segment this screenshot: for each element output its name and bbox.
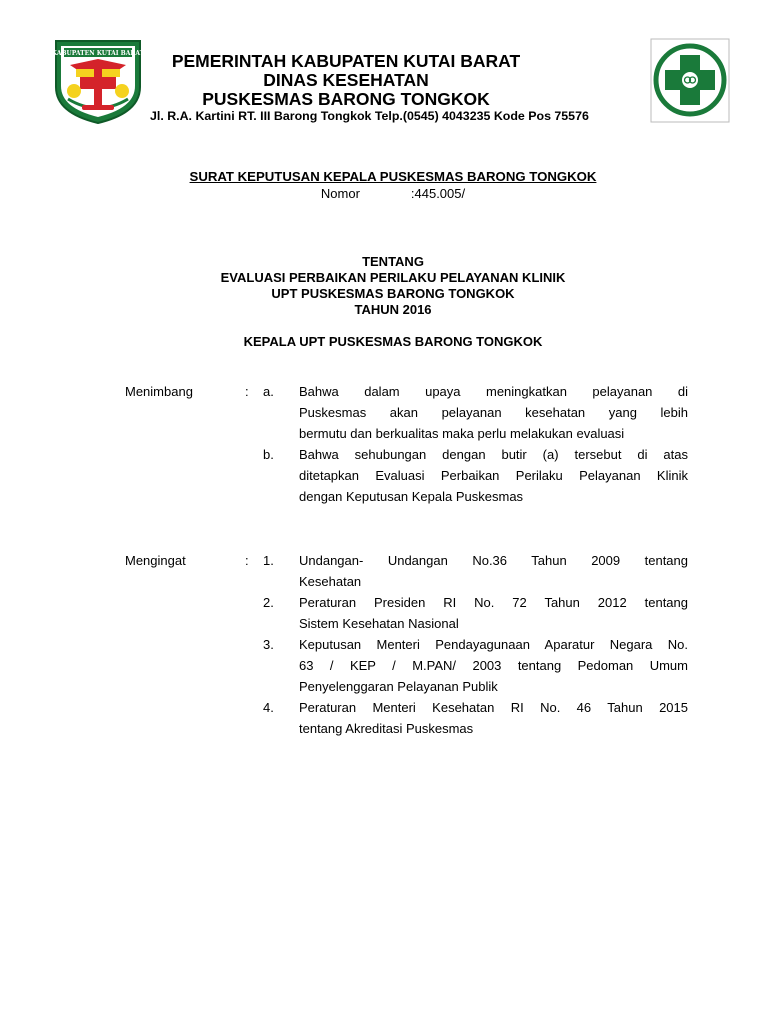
menimbang-colon: : <box>245 384 249 399</box>
mengingat-item-1 <box>299 550 688 592</box>
letterhead <box>130 52 660 109</box>
letterhead-address: Jl. R.A. Kartini RT. III Barong Tongkok Telp.(0545) 4043235 Kode Pos 75576 <box>150 109 589 123</box>
text-line: dengan Keputusan Kepala Puskesmas <box>299 489 524 504</box>
emblem-text: KABUPATEN KUTAI BARAT <box>51 50 145 57</box>
text-line: 63 / KEP / M.PAN/ 2003 tentang Pedoman Umum <box>299 658 688 673</box>
mengingat-colon: : <box>245 553 249 568</box>
text-line: Undangan- Undangan No.36 Tahun 2009 tentang <box>299 553 688 568</box>
puskesmas-logo-icon <box>650 38 730 123</box>
text-line: bermutu dan berkualitas maka perlu melakukan evaluasi <box>299 426 625 441</box>
decree-title: SURAT KEPUTUSAN KEPALA PUSKESMAS BARONG TONGKOK <box>189 169 597 184</box>
nomor-label: Nomor <box>320 186 360 201</box>
subject-line2: UPT PUSKESMAS BARONG TONGKOK <box>271 286 515 301</box>
menimbang-item-a <box>299 381 688 444</box>
menimbang-mark-a: a. <box>263 384 274 399</box>
text-line: Peraturan Menteri Kesehatan RI No. 46 Tahun 2015 <box>299 700 688 715</box>
menimbang-label: Menimbang <box>125 384 193 399</box>
text-line: ditetapkan Evaluasi Perbaikan Perilaku Pelayanan Klinik <box>299 468 688 483</box>
mengingat-mark-3: 3. <box>263 637 274 652</box>
text-line: Keputusan Menteri Pendayagunaan Aparatur Negara No. <box>299 637 688 652</box>
decree-number <box>0 186 768 201</box>
mengingat-mark-1: 1. <box>263 553 274 568</box>
text-line: Puskesmas akan pelayanan kesehatan yang lebih <box>299 405 688 420</box>
subject-line1: EVALUASI PERBAIKAN PERILAKU PELAYANAN KLINIK <box>220 270 566 285</box>
mengingat-mark-4: 4. <box>263 700 274 715</box>
text-line: Bahwa dalam upaya meningkatkan pelayanan di <box>299 384 688 399</box>
menimbang-mark-b: b. <box>263 447 274 462</box>
tentang-heading: TENTANG <box>362 254 424 269</box>
text-line: Sistem Kesehatan Nasional <box>299 616 459 631</box>
subject-line3: TAHUN 2016 <box>354 302 432 317</box>
mengingat-item-3 <box>299 634 688 697</box>
text-line: Peraturan Presiden RI No. 72 Tahun 2012 tentang <box>299 595 688 610</box>
text-line: Penyelenggaran Pelayanan Publik <box>299 679 498 694</box>
text-line: Kesehatan <box>299 574 362 589</box>
decree-subject <box>0 254 768 318</box>
text-line: Bahwa sehubungan dengan butir (a) tersebut di atas <box>299 447 688 462</box>
mengingat-item-2 <box>299 592 688 634</box>
text-line: tentang Akreditasi Puskesmas <box>299 721 474 736</box>
menimbang-item-b <box>299 444 688 507</box>
letterhead-line1: PEMERINTAH KABUPATEN KUTAI BARAT <box>171 51 521 71</box>
mengingat-item-4 <box>299 697 688 739</box>
kepala-heading: KEPALA UPT PUSKESMAS BARONG TONGKOK <box>243 334 543 349</box>
mengingat-mark-2: 2. <box>263 595 274 610</box>
letterhead-line3: PUSKESMAS BARONG TONGKOK <box>202 89 490 109</box>
letterhead-line2: DINAS KESEHATAN <box>263 70 429 90</box>
mengingat-label: Mengingat <box>125 553 186 568</box>
nomor-value: :445.005/ <box>410 186 466 201</box>
